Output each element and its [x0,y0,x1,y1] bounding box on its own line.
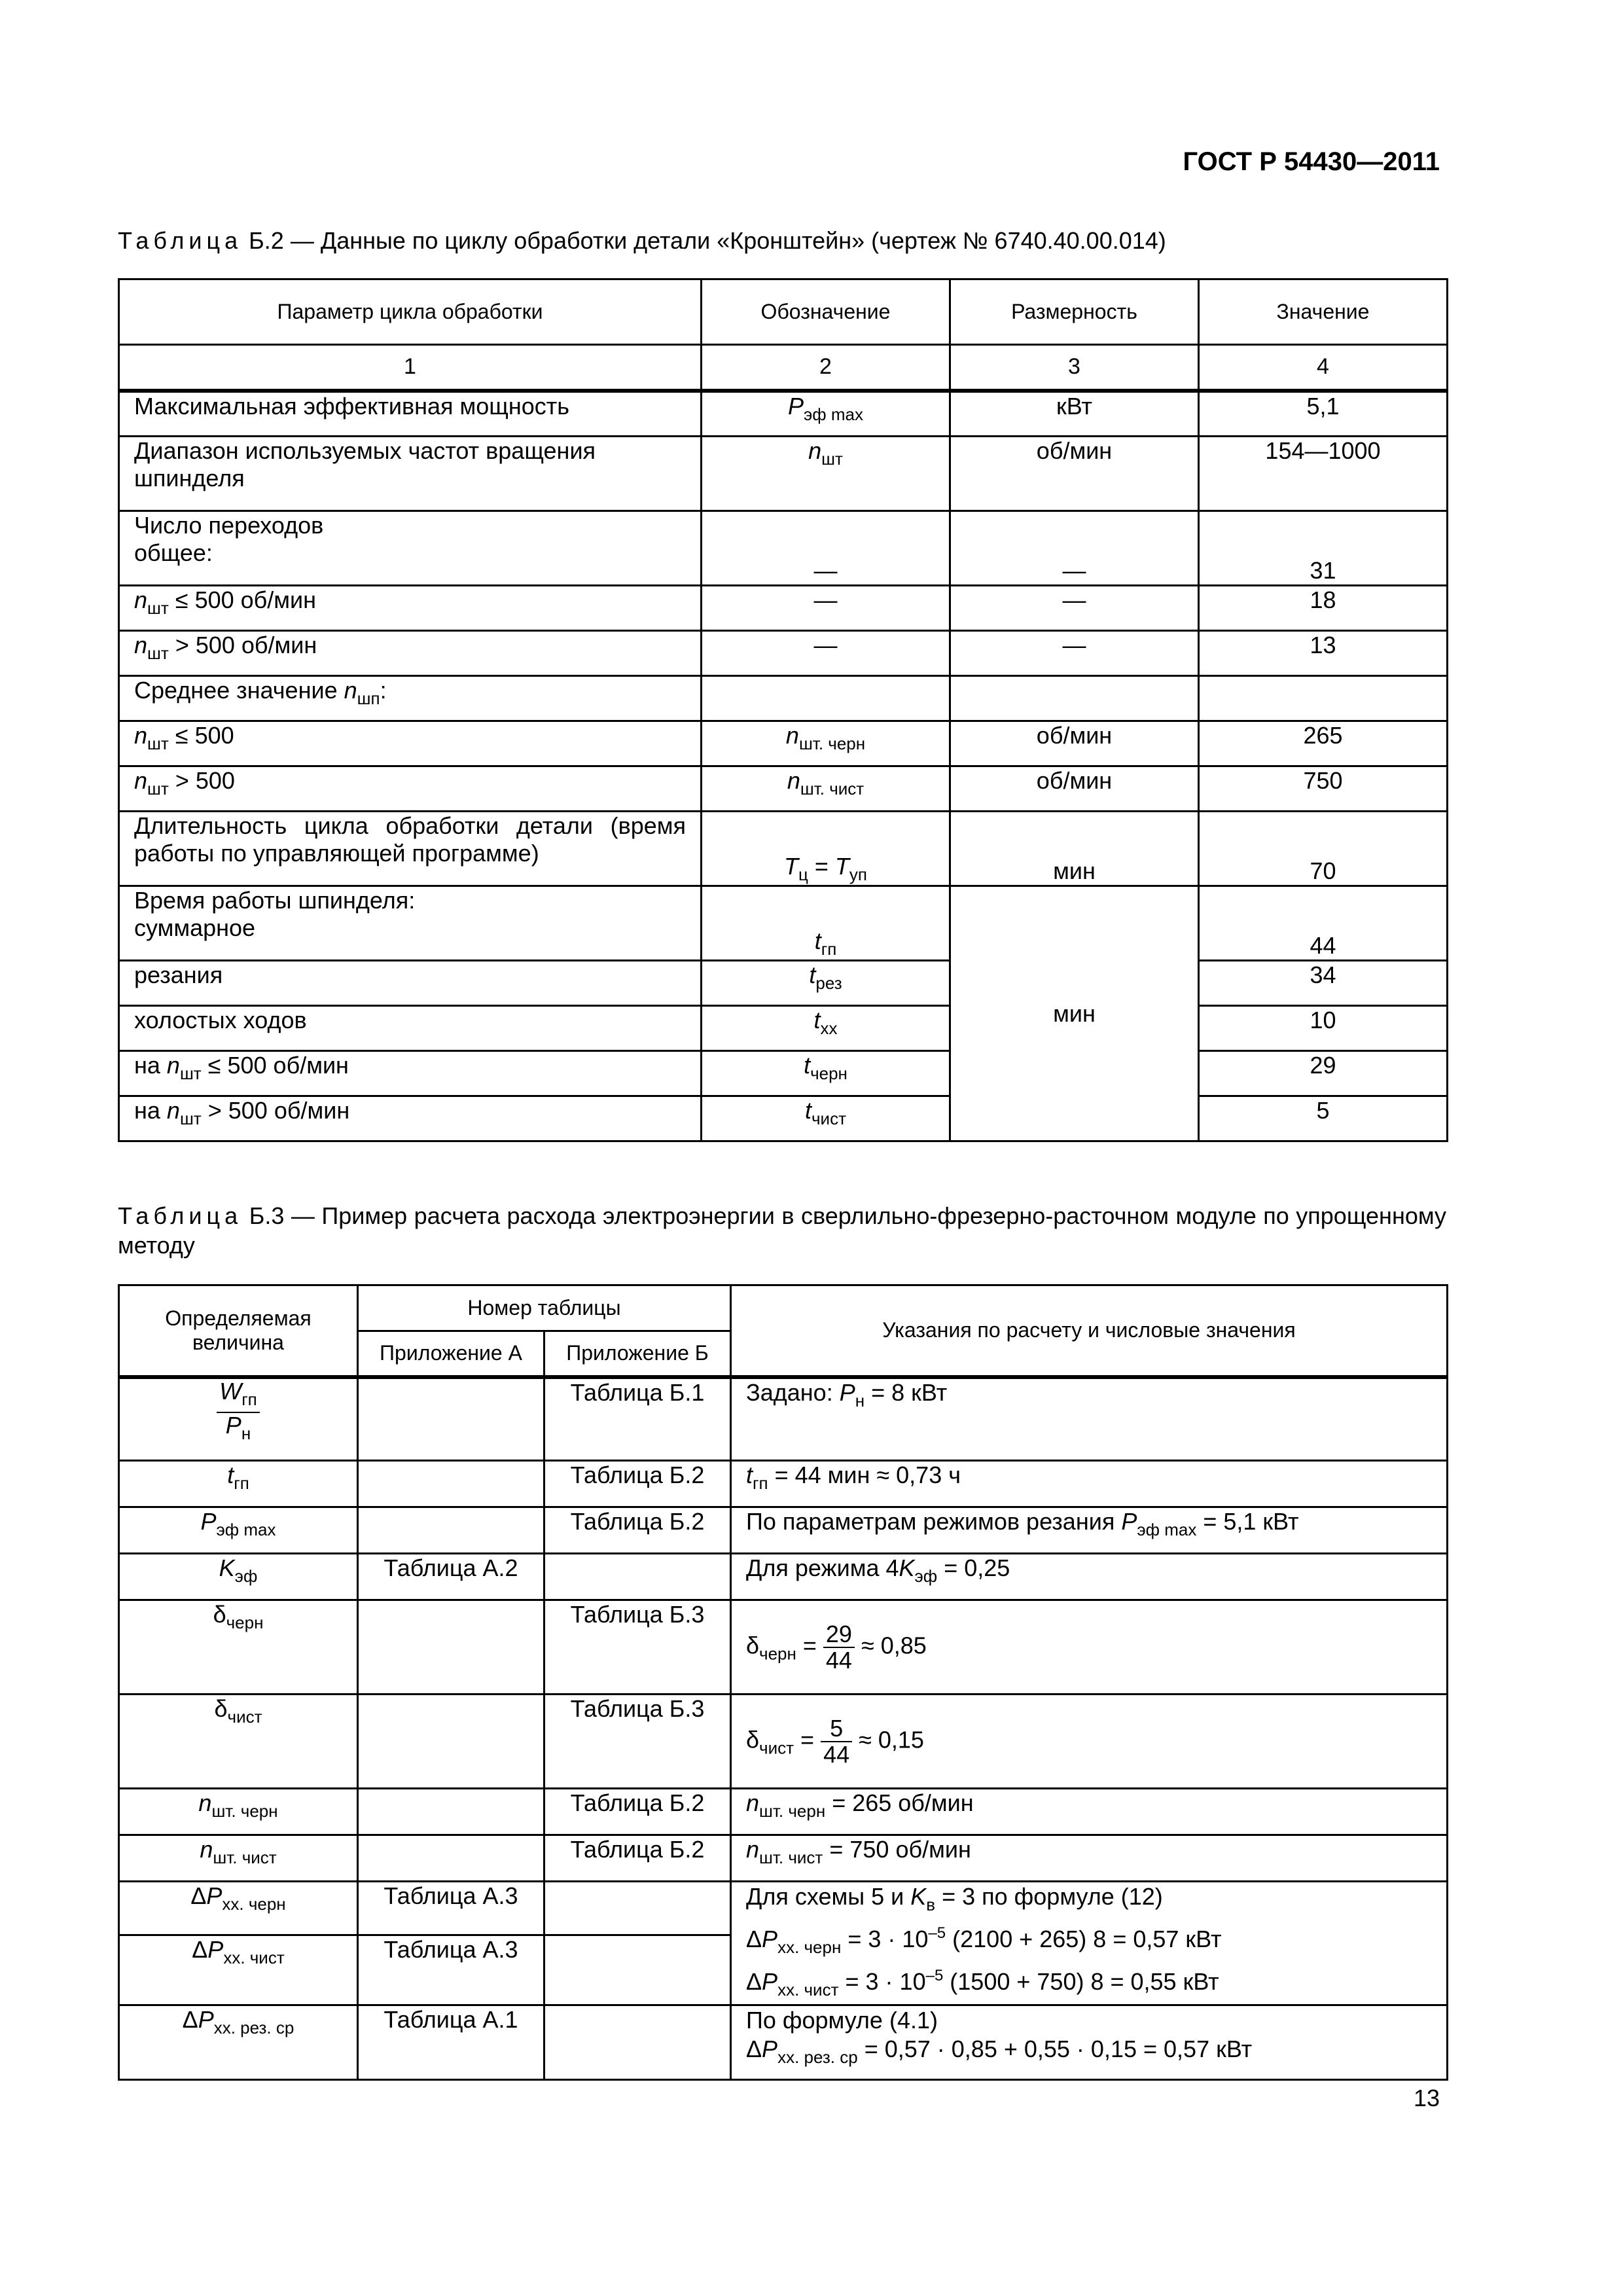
table-row [119,1600,1448,1695]
table-row [119,1051,1448,1096]
notes-cell: Для режима $4K_{эф} = 0,25$ [731,1554,1448,1600]
symbol-cell: $n_{шт. чист}$ [702,766,950,812]
appendix-b-cell [544,1935,731,2005]
table-row [119,1006,1448,1051]
appendix-b-cell: Таблица Б.2 [544,1507,731,1554]
col-number: 4 [1199,345,1448,391]
document-code: ГОСТ Р 54430—2011 [1183,147,1440,176]
appendix-a-cell: Таблица А.3 [358,1882,544,1935]
table-row [119,812,1448,886]
appendix-a-cell [358,1835,544,1882]
unit-cell [950,676,1199,721]
notes-cell: Для схемы 5 и $K_в = 3$ по формуле (12) $\Delta P_{хх. черн} = 3 \cdot 10^{-5}$ (2100 + 265) 8 = 0,57 кВт $\Delta P_{хх. чист} = 3 \cdot 10^{-5}$ (1500 + 750) 8 = 0,55 кВт [731,1882,1448,2005]
table-row [119,1554,1448,1600]
col-header-appendix-a: Приложение А [358,1331,544,1377]
fraction: $\frac{5}{44}$ [821,1716,852,1767]
quantity-cell: $n_{шт. черн}$ [119,1789,358,1835]
table-b2-caption [118,226,1446,255]
table-row [119,586,1448,631]
appendix-a-cell: Таблица А.3 [358,1935,544,2005]
unit-cell: — [950,511,1199,586]
appendix-b-cell [544,2005,731,2080]
param-cell: Диапазон используемых частот вращения шпинделя [119,437,702,511]
quantity-cell: $P_{эф max}$ [119,1507,358,1554]
table-row [119,1789,1448,1835]
table-row [119,391,1448,437]
caption-text: Б.2 — Данные по циклу обработки детали «Кронштейн» (чертеж № 6740.40.00.014) [249,227,1166,254]
col-header-notes: Указания по расчету и числовые значения [731,1285,1448,1377]
value-cell: 10 [1199,1006,1448,1051]
symbol-cell: $T_ц = T_{уп}$ [702,812,950,886]
param-cell: холостых ходов [119,1006,702,1051]
symbol-cell: — [702,631,950,676]
value-cell: 31 [1199,511,1448,586]
symbol-cell: $n_{шт. черн}$ [702,721,950,766]
value-cell: 34 [1199,961,1448,1006]
table-row [119,437,1448,511]
symbol-cell: $t_{черн}$ [702,1051,950,1096]
value-cell: 750 [1199,766,1448,812]
symbol-cell: $t_{рез}$ [702,961,950,1006]
caption-label: Таблица [118,1202,243,1229]
symbol-cell: $t_{хх}$ [702,1006,950,1051]
symbol-cell: — [702,586,950,631]
symbol-cell: — [702,511,950,586]
table-row [119,2005,1448,2080]
unit-cell: об/мин [950,721,1199,766]
unit-cell: — [950,586,1199,631]
value-cell: 70 [1199,812,1448,886]
appendix-a-cell [358,1789,544,1835]
quantity-cell: $t_{гп}$ [119,1461,358,1507]
param-cell: $n_{шт} \le 500$ [119,721,702,766]
notes-cell: По параметрам режимов резания $P_{эф max} = 5,1$ кВт [731,1507,1448,1554]
quantity-cell: $\delta_{чист}$ [119,1695,358,1789]
col-number: 3 [950,345,1199,391]
appendix-a-cell [358,1461,544,1507]
table-b2 [118,278,1448,1142]
table-row [119,1835,1448,1882]
appendix-b-cell: Таблица Б.1 [544,1377,731,1461]
symbol-cell [702,676,950,721]
value-cell: 29 [1199,1051,1448,1096]
fraction: $\frac{29}{44}$ [823,1622,855,1673]
table-row [119,511,1448,586]
appendix-a-cell: Таблица А.1 [358,2005,544,2080]
notes-cell: $n_{шт. черн} = 265$ об/мин [731,1789,1448,1835]
appendix-b-cell: Таблица Б.2 [544,1835,731,1882]
param-cell: Число переходов общее: [119,511,702,586]
appendix-b-cell: Таблица Б.2 [544,1461,731,1507]
page-number: 13 [1413,2085,1440,2111]
quantity-cell: $n_{шт. чист}$ [119,1835,358,1882]
col-header-value: Значение [1199,279,1448,345]
appendix-b-cell: Таблица Б.2 [544,1789,731,1835]
table-row [119,721,1448,766]
table-header-row [119,1285,1448,1331]
table-row [119,886,1448,961]
table-row [119,1377,1448,1461]
value-cell: 154—1000 [1199,437,1448,511]
col-header-unit: Размерность [950,279,1199,345]
col-number: 2 [702,345,950,391]
table-row [119,1096,1448,1141]
col-number: 1 [119,345,702,391]
caption-text: Б.3 — Пример расчета расхода электроэнергии в сверлильно-фрезерно-расточном модуле по упрощенному методу [118,1202,1446,1259]
quantity-cell [119,1377,358,1461]
param-cell: Максимальная эффективная мощность [119,391,702,437]
param-cell: Среднее значение $n_{шп}$: [119,676,702,721]
appendix-a-cell: Таблица А.2 [358,1554,544,1600]
quantity-cell: $\Delta P_{хх. чист}$ [119,1935,358,2005]
caption-label: Таблица [118,227,243,254]
notes-cell: $n_{шт. чист} = 750$ об/мин [731,1835,1448,1882]
notes-cell: По формуле (4.1) $\Delta P_{хх. рез. ср} = 0,57 \cdot 0,85 + 0,55 \cdot 0,15 = 0,57$ кВт [731,2005,1448,2080]
param-cell: на $n_{шт} \le 500$ об/мин [119,1051,702,1096]
table-b3-caption [118,1201,1446,1260]
notes-cell: $t_{гп} = 44$ мин ≈ 0,73 ч [731,1461,1448,1507]
table-b3 [118,1284,1448,2081]
param-cell: резания [119,961,702,1006]
table-row [119,1695,1448,1789]
merged-unit-cell: мин [950,886,1199,1141]
table-row [119,676,1448,721]
unit-cell: — [950,631,1199,676]
notes-cell: $\delta_{черн}$ = $\frac{29}{44}$ ≈ 0,85 [731,1600,1448,1695]
unit-cell: кВт [950,391,1199,437]
param-cell: Длительность цикла обработки детали (время работы по управляющей программе) [119,812,702,886]
value-cell [1199,676,1448,721]
table-row [119,1461,1448,1507]
table-row [119,766,1448,812]
col-header-table-number: Номер таблицы [358,1285,731,1331]
appendix-b-cell: Таблица Б.3 [544,1695,731,1789]
quantity-cell: $\Delta P_{хх. черн}$ [119,1882,358,1935]
table-row [119,961,1448,1006]
appendix-b-cell [544,1882,731,1935]
value-cell: 44 [1199,886,1448,961]
appendix-b-cell [544,1554,731,1600]
notes-cell: $\delta_{чист}$ = $\frac{5}{44}$ ≈ 0,15 [731,1695,1448,1789]
appendix-a-cell [358,1600,544,1695]
unit-cell: мин [950,812,1199,886]
value-cell: 265 [1199,721,1448,766]
column-number-row [119,345,1448,391]
unit-cell: об/мин [950,437,1199,511]
table-row [119,1882,1448,1935]
value-cell: 18 [1199,586,1448,631]
appendix-a-cell [358,1695,544,1789]
col-header-param: Параметр цикла обработки [119,279,702,345]
table-row [119,631,1448,676]
quantity-cell: $K_{эф}$ [119,1554,358,1600]
unit-cell: об/мин [950,766,1199,812]
quantity-cell: $\delta_{черн}$ [119,1600,358,1695]
table-header-row [119,279,1448,345]
value-cell: 5,1 [1199,391,1448,437]
appendix-a-cell [358,1377,544,1461]
param-cell: $n_{шт} > 500$ об/мин [119,631,702,676]
appendix-b-cell: Таблица Б.3 [544,1600,731,1695]
appendix-a-cell [358,1507,544,1554]
param-cell: Время работы шпинделя: суммарное [119,886,702,961]
param-cell: на $n_{шт} > 500$ об/мин [119,1096,702,1141]
symbol-cell: $P_{эф max}$ [702,391,950,437]
col-header-quantity: Определяемая величина [119,1285,358,1377]
value-cell: 5 [1199,1096,1448,1141]
param-cell: $n_{шт} \le 500$ об/мин [119,586,702,631]
col-header-symbol: Обозначение [702,279,950,345]
col-header-appendix-b: Приложение Б [544,1331,731,1377]
value-cell: 13 [1199,631,1448,676]
symbol-cell: $t_{гп}$ [702,886,950,961]
symbol-cell: $t_{чист}$ [702,1096,950,1141]
fraction: $\frac{W_{гп}}{P_н}$ [217,1379,260,1446]
symbol-cell: $n_{шт}$ [702,437,950,511]
param-cell: $n_{шт} > 500$ [119,766,702,812]
quantity-cell: $\Delta P_{хх. рез. ср}$ [119,2005,358,2080]
notes-cell: Задано: $P_н = 8$ кВт [731,1377,1448,1461]
table-row [119,1507,1448,1554]
